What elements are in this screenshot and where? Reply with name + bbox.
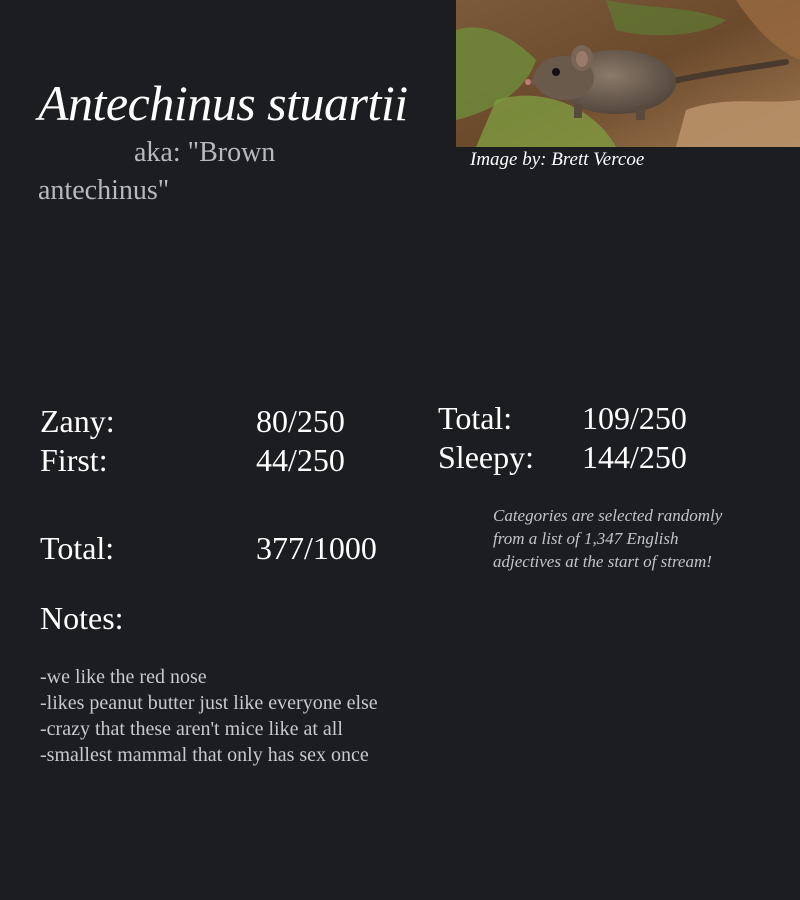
note-item: -smallest mammal that only has sex once	[40, 744, 369, 766]
zany-score: 80/250	[256, 403, 345, 439]
category-total-label: Total:	[438, 400, 513, 436]
notes-heading: Notes:	[40, 600, 124, 636]
zany-label: Zany:	[40, 403, 115, 439]
categories-note: Categories are selected randomly from a list of 1,347 English adjectives at the start of stream!	[493, 506, 723, 571]
category-total-score: 109/250	[582, 400, 687, 436]
notes-list	[40, 664, 378, 768]
note-item: -we like the red nose	[40, 666, 207, 688]
first-score: 44/250	[256, 442, 345, 478]
sleepy-score: 144/250	[582, 439, 687, 475]
note-item: -crazy that these aren't mice like at all	[40, 718, 343, 740]
species-photo	[456, 0, 800, 147]
note-item: -likes peanut butter just like everyone else	[40, 692, 378, 714]
grand-total-label: Total:	[40, 530, 115, 566]
first-label: First:	[40, 442, 108, 478]
sleepy-label: Sleepy:	[438, 439, 534, 475]
species-name: Antechinus stuartii	[38, 75, 408, 131]
image-credit: Image by: Brett Vercoe	[470, 149, 645, 170]
species-common-name: aka: "Brown antechinus"	[38, 137, 276, 206]
brown-antechinus-photo	[456, 0, 800, 147]
grand-total-score: 377/1000	[256, 530, 377, 566]
